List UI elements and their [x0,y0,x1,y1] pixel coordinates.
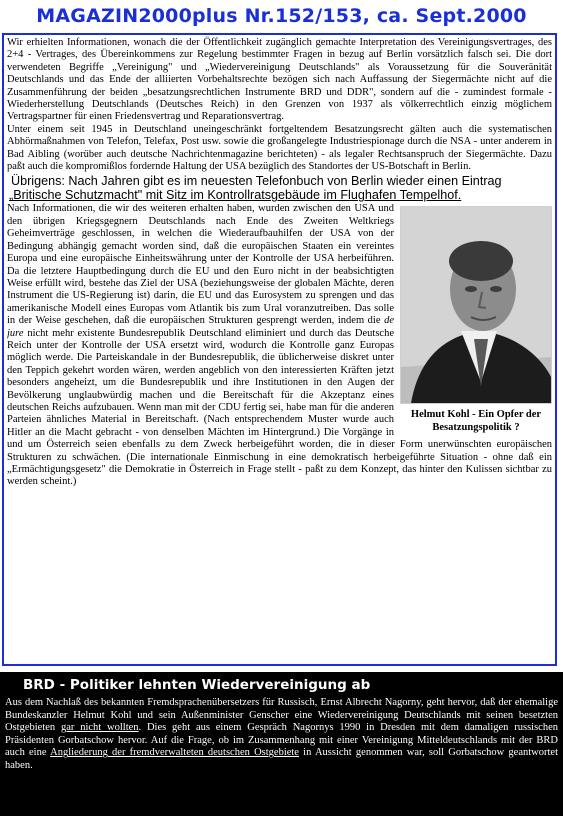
bottom-paragraph [5,697,558,773]
paragraph-3-italic: de jure [7,315,394,339]
bottom-heading: BRD - Politiker lehnten Wiedervereinigung ab [23,677,371,693]
notice-block [7,174,552,202]
paragraph-3-part-b: nicht mehr existente Bundesrepublik Deutschland eliminiert und durch das Deutsche Reich unter der Kontrolle der USA ersetzt wird, wodurch die Kontrolle ganz Europas möglich werde. Die Parteiskandale in der Bundesrepublik, die üblicherweise diskret unter den Teppich gekehrt worden wären, werden angeblich von den interessierten Kräften jetzt besonders angeheizt, um die Bundesrepublik und ihre Institutionen in den Augen der Bevölkerung unglaubwürdig machen und die Bereitschaft für die Akzeptanz eines deutschen Reichs aufzubauen. Wenn man mit der CDU fertig sei, habe man für die anderen Parteien ähnliches Material in Bereitschaft. (Nach entsprechendem Muster wurde auch Hitler an die Macht gebracht - von denselben Mächten im Hintergrund.) Die Vorgänge in und um Österreich seien ebenfalls zu dem Zweck herbeigeführt worden, die in dieser Form unerwünschten europäischen Strukturen zu schwächen. (Die internationale Einmischung in eine demokratisch herbeigeführte Situation - ohne daß ein „Ermächtigungsgesetz" die Demokratie in Österreich in Frage stellt - paßt zu dem Konzept, das hinter den Kulissen sichtbar zu werden scheint.) [7,327,552,488]
notice-line-2: „Britische Schutzmacht" mit Sitz im Kontrollratsgebäude im Flughafen Tempelhof. [9,188,462,203]
portrait-photo-icon [400,206,552,404]
bottom-underline-1: gar nicht wollten [60,722,139,734]
masthead-title: MAGAZIN2000plus Nr.152/153, ca. Sept.2000 [36,5,527,27]
bottom-text-c: in Aussicht genommen war, soll Gorbatschow geantwortet haben. [5,747,558,771]
portrait-illustration [401,207,551,403]
bottom-article-box [0,672,563,816]
paragraph-2: Unter einem seit 1945 in Deutschland uneingeschränkt fortgeltendem Besatzungsrecht gälten auch die systematischen Abhörmaßnahmen von Telefon, Telefax, Post usw. sowie die großangelegte Industriespionage durch die NSA - unter anderem in Bad Aibling (worüber auch deutsche Nachrichtenmagazine berichteten) - als legaler Rechtsanspruch der Siegermächte. Dazu paßt auch die kompromißlos fordernde Haltung der USA bezüglich des Standortes der US-Botschaft in Berlin. [7,123,552,173]
paragraph-3-part-a: Nach Informationen, die wir des weiteren erhalten haben, wurden zwischen den USA und den übrigen Kriegsgegnern Deutschlands nach Ende des Zweiten Weltkriegs Geheimverträge geschlossen, in welchen die Wiederaufbauhilfen der USA von der Bedingung abhängig gemacht worden sind, daß die europäischen Staaten ein vereintes Europa und eine europäische Einheitswährung unter der Kontrolle der USA herbeiführen. Da die letztere Hauptbedingung durch die EU und den Euro nicht in der beabsichtigten Weise erfüllt wird, bestehe das Ziel der USA (beziehungsweise der globalen Mächte, deren Instrument die US-Regierung ist) darin, die EU und das Eurosystem zu sprengen und das amerikanische Modell eines Europas vom Atlantik bis zum Ural voranzutreiben. Das solle in der Weise geschehen, daß die europäischen Strukturen gesprengt werden, indem die [7,203,394,327]
paragraph-1: Wir erhielten Informationen, wonach die der Öffentlichkeit zugänglich gemachte Interpretation des Vereinigungsvertrages, des 2+4 - Vertrages, des Übereinkommens zur Regelung bestimmter Fragen in bezug auf Berlin vorsätzlich falsch sei. Die dort verwendeten Begriffe „Vereinigung" und „Wiedervereinigung Deutschlands" als Voraussetzung für die Souveränität Deutschlands und das Ende der alliierten Vorbehaltsrechte bezögen sich nach Auffassung der Siegermächte nicht auf die Zusammenführung der beiden „besatzungsrechtlichen Instrumente BRD und DDR", sondern auf die - zumindest formale - Wiederherstellung Deutschlands (Deutsches Reich) in den Grenzen von 1937 als völkerrechtlich einzig möglichem Vertragspartner für einen Friedensvertrag und Reparationsvertrag. [7,37,552,123]
photo-column [400,206,552,434]
notice-line-1: Übrigens: Nach Jahren gibt es im neuesten Telefonbuch von Berlin wieder einen Eintrag [11,174,502,189]
bottom-underline-2: Angliederung der fremdverwalteten deutschen Ostgebiete [50,747,299,759]
paragraph-3-flow [7,203,552,488]
photo-caption: Helmut Kohl - Ein Opfer der Besatzungspolitik ? [410,409,542,433]
bottom-text-a: Aus dem Nachlaß des bekannten Fremdsprachenübersetzers für Russisch, Ernst Albrecht Nagorny, geht hervor, daß der ehemalige Bundeskanzler Helmut Kohl und sein Außenminister Genscher eine Wiedervereinigung Deutschlands mit seinen besetzten Ostgebieten [5,697,558,734]
article-box [2,33,557,666]
bottom-text-b: . Dies geht aus einem Gespräch Nagornys 1990 in Dresden mit dem damaligen russischen Präsidenten Gorbatschow hervor. Auf die Frage, ob im Zusammenhang mit einer Vereinigung Mitteldeutschlands mit der BRD auch eine [5,722,558,759]
